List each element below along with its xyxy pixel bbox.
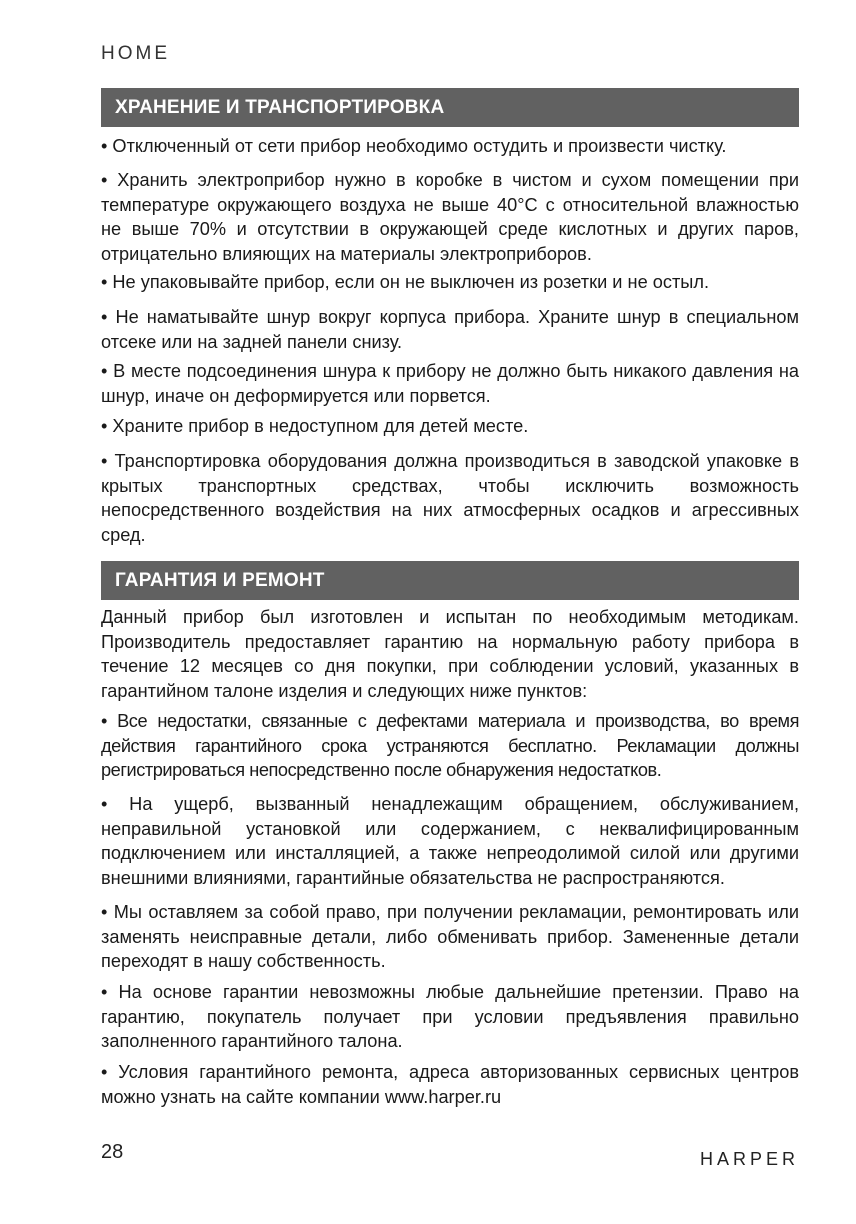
- storage-item: • Отключенный от сети прибор необходимо остудить и произвести чистку.: [101, 136, 727, 156]
- page-number: 28: [101, 1141, 124, 1163]
- storage-item: • В месте подсоединения шнура к прибору не должно быть никакого давления на шнур, иначе он деформируется или порвется.: [101, 361, 799, 406]
- storage-item: • Не наматывайте шнур вокруг корпуса прибора. Храните шнур в специальном отсеке или на задней панели снизу.: [101, 307, 799, 352]
- warranty-item: • На ущерб, вызванный ненадлежащим обращением, обслуживанием, неправильной установкой или содержанием, с неквалифицированным подключением или инсталляцией, а также непреодолимой силой или другими внешними влияниями, гарантийные обязательства не распространяются.: [101, 794, 799, 888]
- storage-item: • Храните прибор в недоступном для детей месте.: [101, 416, 529, 436]
- harper-logo: HARPER: [699, 1149, 799, 1169]
- storage-item: • Хранить электроприбор нужно в коробке в чистом и сухом помещении при температуре окружающего воздуха не выше 40°C с относительной влажностью не выше 70% и отсутствии в окружающей среде кислотных и других паров, отрицательно влияющих на материалы электроприборов.: [101, 170, 799, 264]
- storage-item: • Транспортировка оборудования должна производиться в заводской упаковке в крытых транспортных средствах, чтобы исключить возможность непосредственного воздействия на них атмосферных осадков и агрессивных сред.: [101, 451, 799, 545]
- warranty-item: • Мы оставляем за собой право, при получении рекламации, ремонтировать или заменять неисправные детали, либо обменивать прибор. Замененные детали переходят в нашу собственность.: [101, 902, 799, 971]
- storage-item: • Не упаковывайте прибор, если он не выключен из розетки и не остыл.: [101, 272, 710, 292]
- section-header-storage: ХРАНЕНИЕ И ТРАНСПОРТИРОВКА: [101, 88, 799, 127]
- home-logo: HOME: [101, 43, 170, 64]
- warranty-item: • На основе гарантии невозможны любые дальнейшие претензии. Право на гарантию, покупатель получает при условии предъявления правильно заполненного гарантийного талона.: [101, 982, 799, 1051]
- section-header-warranty: ГАРАНТИЯ И РЕМОНТ: [101, 561, 799, 600]
- warranty-item: • Все недостатки, связанные с дефектами материала и производства, во время действия гарантийного срока устраняются бесплатно. Рекламации должны регистрироваться непосредственно после обнаружения недостатков.: [101, 711, 799, 780]
- warranty-intro: Данный прибор был изготовлен и испытан по необходимым методикам. Производитель предоставляет гарантию на нормальную работу прибора в течение 12 месяцев со дня покупки, при соблюдении условий, указанных в гарантийном талоне изделия и следующих ниже пунктов:: [101, 607, 799, 701]
- warranty-item: • Условия гарантийного ремонта, адреса авторизованных сервисных центров можно узнать на сайте компании www.harper.ru: [101, 1062, 799, 1107]
